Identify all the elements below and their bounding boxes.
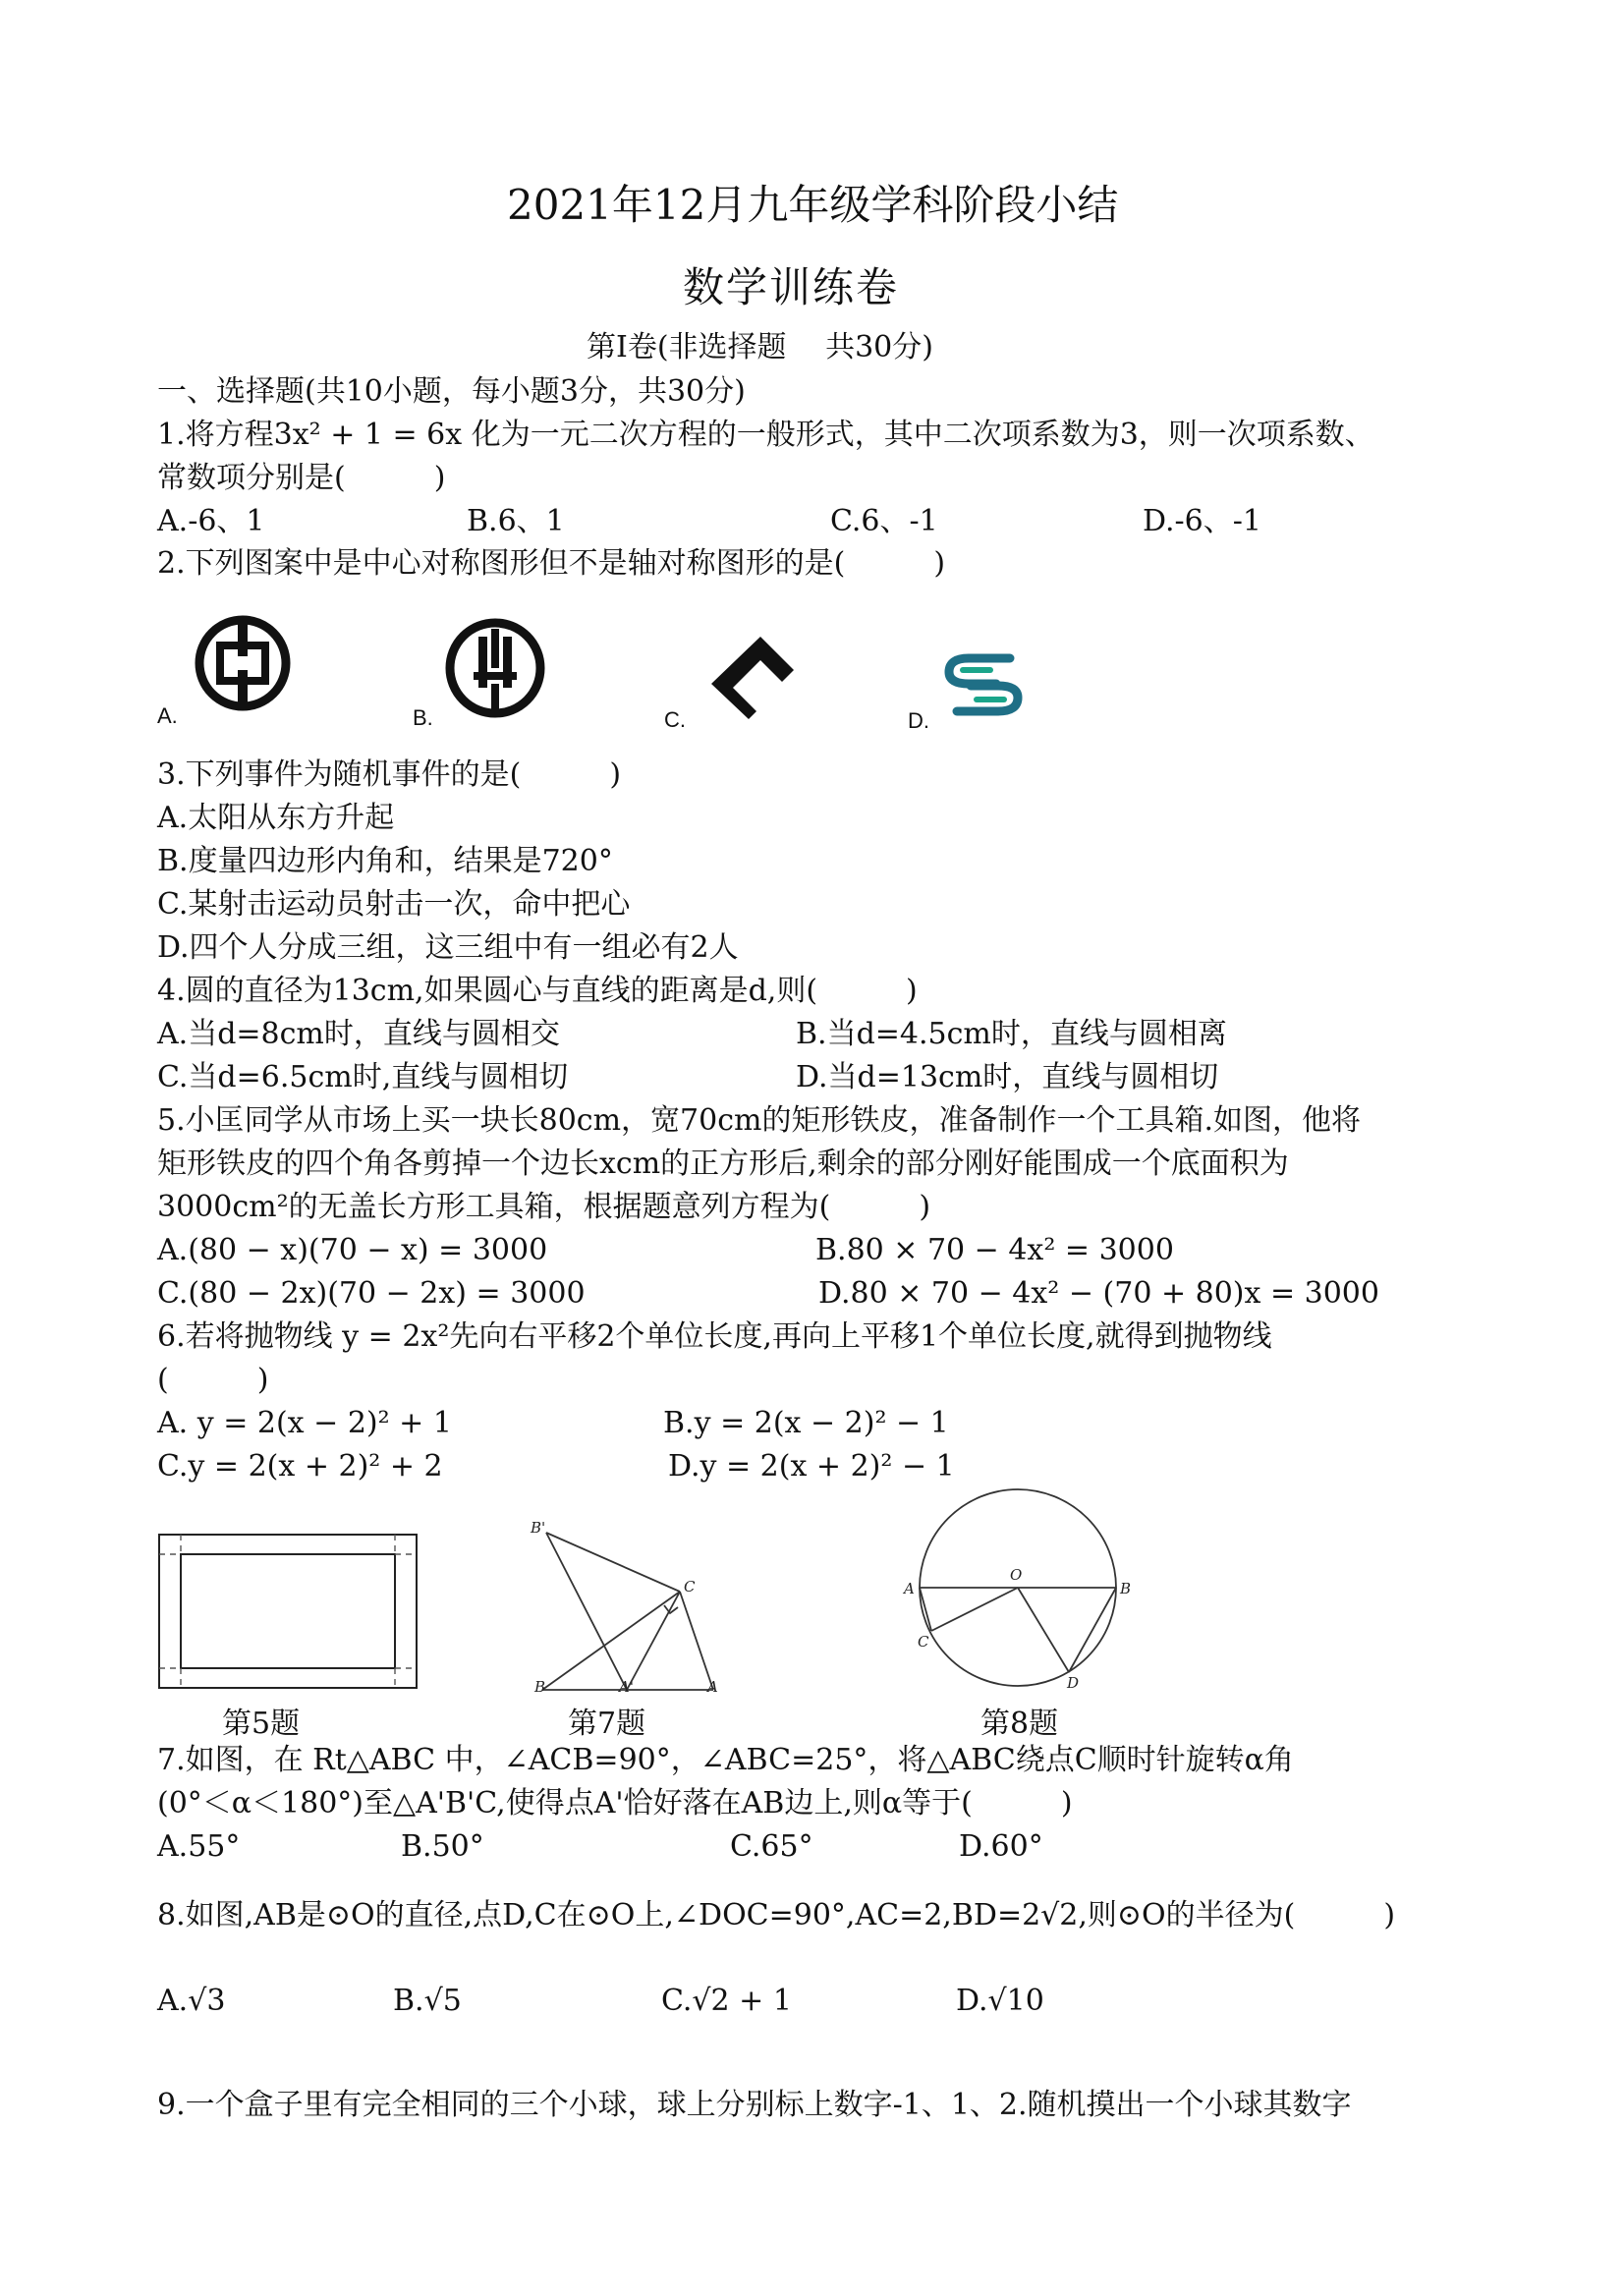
q2-option-a: A.	[157, 703, 178, 728]
q2-stem: 2.下列图案中是中心对称图形但不是轴对称图形的是( )	[157, 546, 946, 581]
q1-stem-line1: 1.将方程3x² + 1 = 6x 化为一元二次方程的一般形式，其中二次项系数为3，则一次项系数、	[157, 418, 1374, 452]
figure-5-rectangle	[157, 1533, 419, 1690]
q4-stem: 4.圆的直径为13cm,如果圆心与直线的距离是d,则( )	[157, 974, 918, 1008]
q6-option-b: B.y = 2(x − 2)² − 1	[663, 1406, 949, 1440]
fig8-label-a: A	[904, 1580, 915, 1597]
q2-option-c: C.	[664, 707, 686, 732]
q5-stem-line2: 矩形铁皮的四个角各剪掉一个边长xcm的正方形后,剩余的部分刚好能围成一个底面积为	[157, 1147, 1289, 1181]
figure-5-caption: 第5题	[222, 1707, 301, 1741]
q3-option-d: D.四个人分成三组，这三组中有一组必有2人	[157, 930, 739, 965]
logo-c-icon	[709, 633, 800, 719]
q6-stem-line2: ( )	[157, 1363, 269, 1397]
q6-stem-line1: 6.若将抛物线 y = 2x²先向右平移2个单位长度,再向上平移1个单位长度,就得到抛物线	[157, 1319, 1272, 1354]
figure-8-caption: 第8题	[980, 1707, 1059, 1741]
q4-option-a: A.当d=8cm时，直线与圆相交	[157, 1017, 560, 1051]
q9-stem-line1: 9.一个盒子里有完全相同的三个小球，球上分别标上数字-1、1、2.随机摸出一个小球其数字	[157, 2088, 1352, 2122]
fig8-label-c: C	[918, 1633, 929, 1651]
q2-option-b: B.	[413, 705, 433, 730]
q1-stem-line2: 常数项分别是( )	[157, 461, 446, 495]
fig7-label-b-prime: B'	[531, 1519, 546, 1537]
q8-option-c: C.√2 + 1	[661, 1984, 792, 2018]
q4-option-b: B.当d=4.5cm时，直线与圆相离	[796, 1017, 1227, 1051]
q7-option-c: C.65°	[730, 1829, 813, 1864]
fig8-label-b: B	[1120, 1580, 1132, 1597]
logo-d-icon	[939, 650, 1028, 719]
q8-option-a: A.√3	[157, 1984, 226, 2018]
q5-stem-line1: 5.小匡同学从市场上买一块长80cm，宽70cm的矩形铁皮，准备制作一个工具箱.如图，他将	[157, 1103, 1362, 1138]
fig8-label-o: O	[1010, 1566, 1023, 1584]
fig7-label-b: B	[534, 1678, 546, 1696]
q1-option-c: C.6、-1	[830, 504, 938, 538]
q1-option-b: B.6、1	[467, 504, 565, 538]
q5-stem-line3: 3000cm²的无盖长方形工具箱，根据题意列方程为( )	[157, 1190, 931, 1224]
fig7-label-a: A	[707, 1678, 718, 1696]
q4-option-c: C.当d=6.5cm时,直线与圆相切	[157, 1060, 569, 1094]
fig7-label-a-prime: A'	[619, 1678, 634, 1696]
section-heading: 一、选择题(共10小题，每小题3分，共30分)	[157, 374, 746, 409]
logo-a-icon	[193, 613, 293, 713]
q8-option-d: D.√10	[956, 1984, 1044, 2018]
q7-option-a: A.55°	[157, 1829, 241, 1864]
fig8-label-d: D	[1067, 1674, 1080, 1692]
q3-option-c: C.某射击运动员射击一次，命中把心	[157, 887, 631, 922]
q7-stem-line1: 7.如图，在 Rt△ABC 中，∠ACB=90°，∠ABC=25°，将△ABC绕点C顺时针旋转α角	[157, 1743, 1294, 1777]
q3-option-a: A.太阳从东方升起	[157, 801, 395, 835]
q3-stem: 3.下列事件为随机事件的是( )	[157, 757, 622, 792]
exam-subtitle: 数学训练卷	[683, 263, 900, 311]
fig7-label-c: C	[684, 1578, 696, 1596]
figure-7-caption: 第7题	[568, 1707, 646, 1741]
q5-option-c: C.(80 − 2x)(70 − 2x) = 3000	[157, 1276, 586, 1311]
q5-option-d: D.80 × 70 − 4x² − (70 + 80)x = 3000	[818, 1276, 1379, 1311]
q8-option-b: B.√5	[393, 1984, 462, 2018]
exam-title: 2021年12月九年级学科阶段小结	[507, 181, 1119, 229]
q2-option-d: D.	[908, 708, 929, 733]
q1-option-a: A.-6、1	[157, 504, 265, 538]
volume-heading: 第Ⅰ卷(非选择题 共30分)	[587, 330, 933, 364]
q6-option-d: D.y = 2(x + 2)² − 1	[668, 1449, 955, 1484]
q6-option-a: A. y = 2(x − 2)² + 1	[157, 1406, 452, 1440]
figure-8-circle	[896, 1485, 1132, 1694]
q7-option-d: D.60°	[959, 1829, 1043, 1864]
q6-option-c: C.y = 2(x + 2)² + 2	[157, 1449, 443, 1484]
q1-option-d: D.-6、-1	[1143, 504, 1261, 538]
figure-7-triangle	[527, 1513, 733, 1696]
q3-option-b: B.度量四边形内角和，结果是720°	[157, 844, 613, 878]
q4-option-d: D.当d=13cm时，直线与圆相切	[796, 1060, 1219, 1094]
q5-option-a: A.(80 − x)(70 − x) = 3000	[157, 1233, 548, 1267]
q5-option-b: B.80 × 70 − 4x² = 3000	[815, 1233, 1174, 1267]
logo-b-icon	[444, 615, 546, 721]
q7-stem-line2: (0°＜α＜180°)至△A'B'C,使得点A'恰好落在AB边上,则α等于( )	[157, 1786, 1073, 1820]
q7-option-b: B.50°	[401, 1829, 484, 1864]
q8-stem: 8.如图,AB是⊙O的直径,点D,C在⊙O上,∠DOC=90°,AC=2,BD=2√2,则⊙O的半径为( )	[157, 1898, 1396, 1932]
